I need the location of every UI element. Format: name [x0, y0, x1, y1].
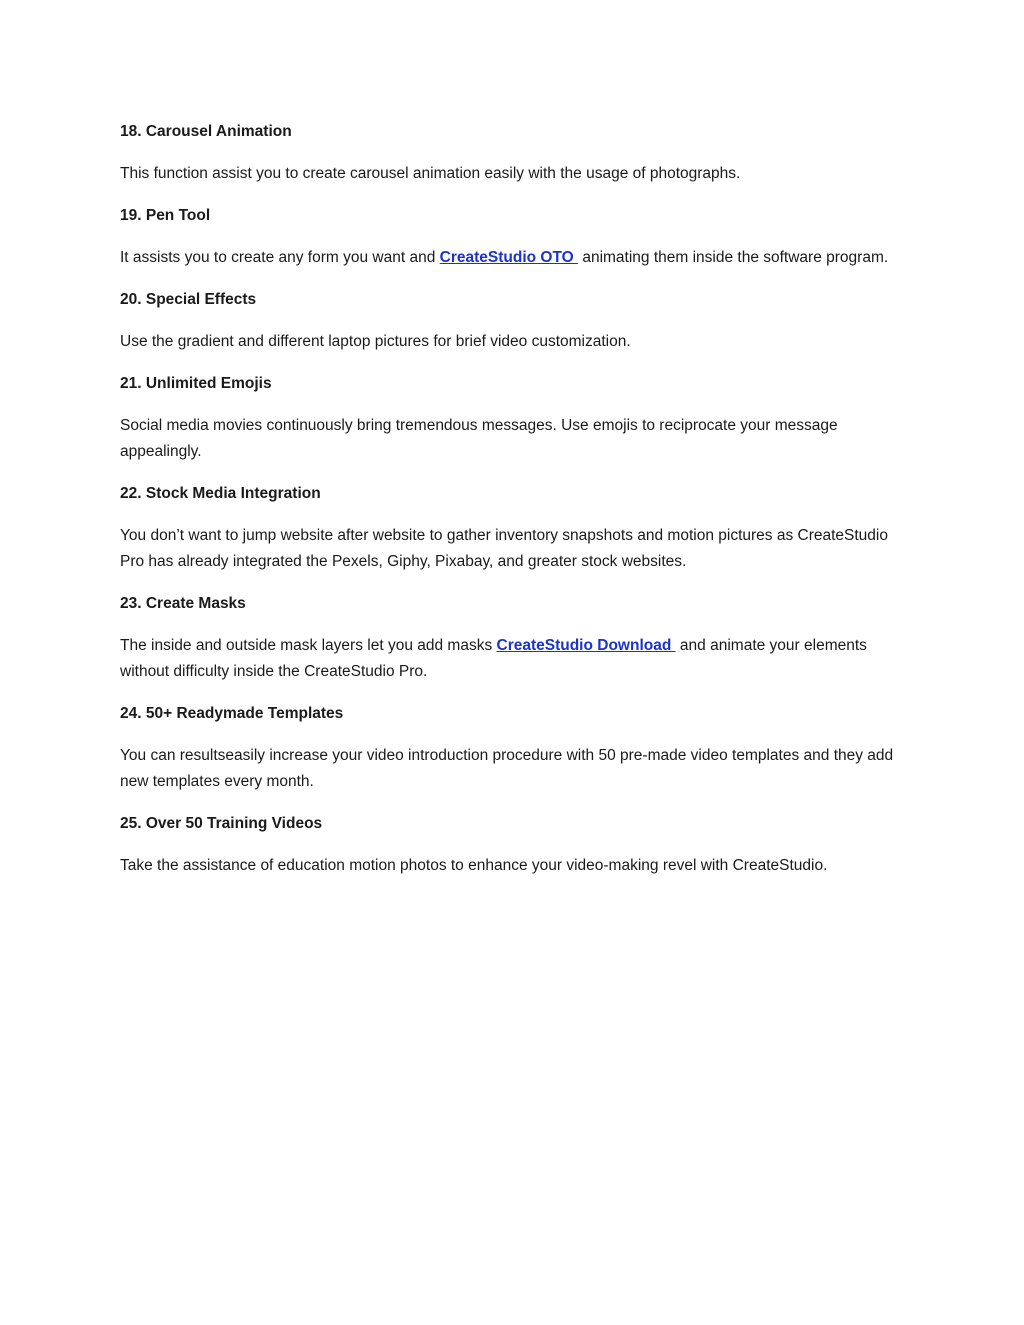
heading-unlimited-emojis: 21. Unlimited Emojis [120, 375, 272, 392]
document-page [120, 119, 910, 895]
heading-pen-tool: 19. Pen Tool [120, 207, 211, 224]
paragraph-training-videos: Take the assistance of education motion photos to enhance your video-making revel with CreateStudio. [120, 857, 828, 874]
paragraph-create-masks [120, 633, 910, 685]
paragraph-pen-tool-text-after: animating them inside the software program. [578, 249, 889, 266]
heading-create-masks: 23. Create Masks [120, 595, 246, 612]
paragraph-pen-tool [120, 245, 910, 271]
paragraph-create-masks-text-before: The inside and outside mask layers let you add masks [120, 637, 497, 654]
createstudio-download-link[interactable]: CreateStudio Download [496, 637, 676, 654]
paragraph-create-masks-text-after: and animate your elements without difficulty inside the CreateStudio Pro. [120, 637, 867, 680]
heading-carousel-animation: 18. Carousel Animation [120, 123, 292, 140]
paragraph-unlimited-emojis: Social media movies continuously bring tremendous messages. Use emojis to reciprocate your message appealingly. [120, 417, 838, 460]
heading-stock-media-integration: 22. Stock Media Integration [120, 485, 321, 502]
paragraph-stock-media-integration: You don’t want to jump website after website to gather inventory snapshots and motion pictures as CreateStudio Pro has already integrated the Pexels, Giphy, Pixabay, and greater stock websites. [120, 527, 888, 570]
heading-special-effects: 20. Special Effects [120, 291, 257, 308]
paragraph-pen-tool-text-before: It assists you to create any form you want and [120, 249, 440, 266]
heading-readymade-templates: 24. 50+ Readymade Templates [120, 705, 344, 722]
paragraph-carousel-animation: This function assist you to create carousel animation easily with the usage of photographs. [120, 165, 741, 182]
paragraph-readymade-templates: You can resultseasily increase your video introduction procedure with 50 pre-made video templates and they add new templates every month. [120, 747, 894, 790]
paragraph-special-effects: Use the gradient and different laptop pictures for brief video customization. [120, 333, 631, 350]
createstudio-oto-link[interactable]: CreateStudio OTO [439, 249, 579, 266]
heading-training-videos: 25. Over 50 Training Videos [120, 815, 323, 832]
